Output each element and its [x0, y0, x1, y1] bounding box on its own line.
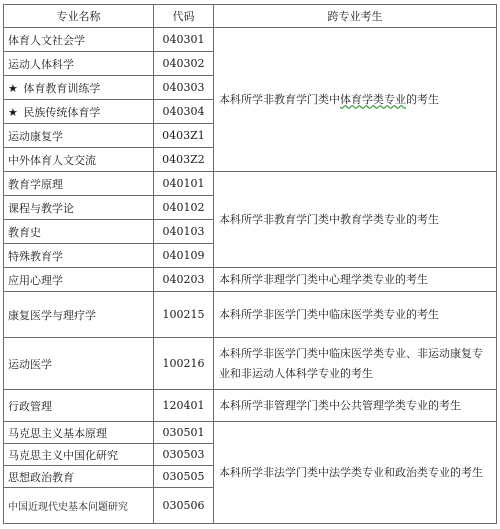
major-name: 应用心理学 [4, 268, 154, 292]
major-code: 0403Z1 [154, 124, 214, 148]
major-code: 040203 [154, 268, 214, 292]
major-code: 0403Z2 [154, 148, 214, 172]
major-name: 康复医学与理疗学 [4, 292, 154, 338]
major-name: 教育学原理 [4, 172, 154, 196]
star-icon: ★ [8, 105, 18, 119]
major-name: 思想政治教育 [4, 466, 154, 488]
major-code: 100216 [154, 338, 214, 390]
table-row [4, 390, 497, 422]
major-name: 特殊教育学 [4, 244, 154, 268]
star-icon: ★ [8, 81, 18, 95]
major-name: ★ 民族传统体育学 [4, 100, 154, 124]
major-name: 中国近现代史基本问题研究 [4, 488, 154, 524]
requirement-cell: 本科所学非教育学门类中体育学类专业的考生 [214, 28, 497, 172]
header-major: 专业名称 [4, 5, 154, 28]
requirement-cell: 本科所学非法学门类中法学类专业和政治类专业的考生 [214, 422, 497, 524]
major-name: 运动人体科学 [4, 52, 154, 76]
program-table [3, 4, 497, 524]
major-code: 030501 [154, 422, 214, 444]
header-cross-major: 跨专业考生 [214, 5, 497, 28]
major-code: 030503 [154, 444, 214, 466]
major-code: 040109 [154, 244, 214, 268]
major-code: 040303 [154, 76, 214, 100]
table-header-row [4, 5, 497, 28]
table-row [4, 338, 497, 390]
major-name: 体育人文社会学 [4, 28, 154, 52]
major-name: 马克思主义基本原理 [4, 422, 154, 444]
requirement-cell: 本科所学非医学门类中临床医学类专业、非运动康复专业和非运动人体科学专业的考生 [214, 338, 497, 390]
requirement-cell: 本科所学非教育学门类中教育学类专业的考生 [214, 172, 497, 268]
requirement-cell: 本科所学非管理学门类中公共管理学类专业的考生 [214, 390, 497, 422]
highlighted-term: 体育学类专业 [340, 92, 406, 106]
table-row [4, 292, 497, 338]
major-code: 030506 [154, 488, 214, 524]
major-code: 040103 [154, 220, 214, 244]
table-row [4, 268, 497, 292]
major-code: 040101 [154, 172, 214, 196]
requirement-cell: 本科所学非理学门类中心理学类专业的考生 [214, 268, 497, 292]
major-code: 040301 [154, 28, 214, 52]
major-name: 教育史 [4, 220, 154, 244]
major-name: ★ 体育教育训练学 [4, 76, 154, 100]
major-code: 040302 [154, 52, 214, 76]
major-name: 运动医学 [4, 338, 154, 390]
major-code: 040304 [154, 100, 214, 124]
table-row [4, 422, 497, 444]
major-code: 120401 [154, 390, 214, 422]
major-code: 030505 [154, 466, 214, 488]
major-name: 中外体育人文交流 [4, 148, 154, 172]
major-name: 课程与教学论 [4, 196, 154, 220]
table-row [4, 28, 497, 52]
requirement-cell: 本科所学非医学门类中临床医学类专业的考生 [214, 292, 497, 338]
table-row [4, 172, 497, 196]
major-name: 运动康复学 [4, 124, 154, 148]
major-name: 马克思主义中国化研究 [4, 444, 154, 466]
major-code: 100215 [154, 292, 214, 338]
major-name: 行政管理 [4, 390, 154, 422]
header-code: 代码 [154, 5, 214, 28]
major-code: 040102 [154, 196, 214, 220]
